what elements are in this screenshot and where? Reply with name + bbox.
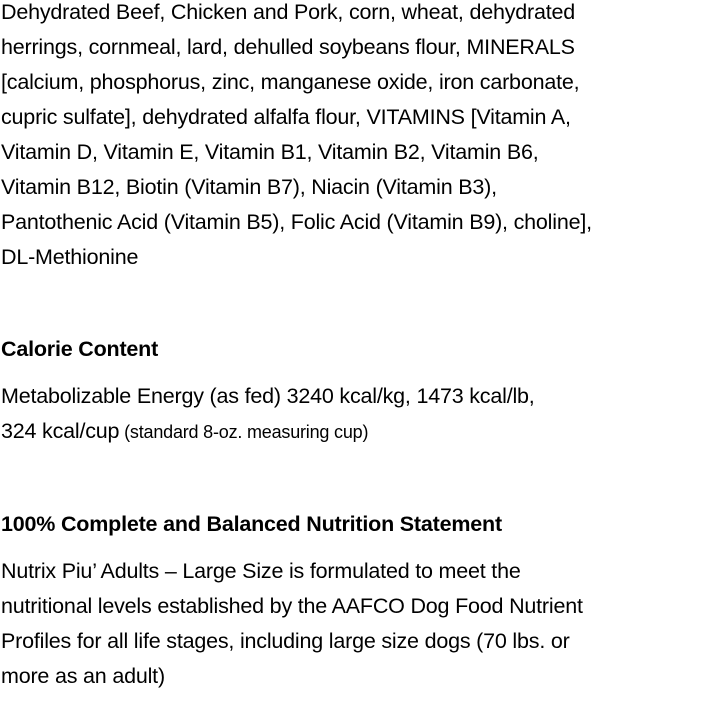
- statement-line: nutritional levels established by the AAFCO Dog Food Nutrient: [1, 594, 583, 618]
- nutrition-statement-paragraph: [1, 554, 717, 694]
- calorie-content-heading: Calorie Content: [1, 337, 159, 361]
- calorie-content-paragraph: [1, 379, 717, 450]
- ingredients-line: cupric sulfate], dehydrated alfalfa flour, VITAMINS [Vitamin A,: [1, 105, 571, 129]
- calorie-line-energy: Metabolizable Energy (as fed) 3240 kcal/kg, 1473 kcal/lb,: [1, 384, 535, 408]
- statement-line: more as an adult): [1, 664, 165, 688]
- calorie-cup-note: (standard 8-oz. measuring cup): [119, 422, 369, 442]
- ingredients-line: Vitamin B12, Biotin (Vitamin B7), Niacin (Vitamin B3),: [1, 175, 497, 199]
- ingredients-line: Dehydrated Beef, Chicken and Pork, corn, wheat, dehydrated: [1, 0, 576, 24]
- ingredients-line: Pantothenic Acid (Vitamin B5), Folic Acid (Vitamin B9), choline],: [1, 210, 592, 234]
- calorie-cup-value: 324 kcal/cup: [1, 419, 120, 443]
- document-page: [1, 0, 717, 694]
- ingredients-line: DL-Methionine: [1, 245, 139, 269]
- ingredients-line: [calcium, phosphorus, zinc, manganese oxide, iron carbonate,: [1, 70, 580, 94]
- calorie-line-cup: [1, 414, 717, 450]
- nutrition-statement-heading: 100% Complete and Balanced Nutrition Statement: [1, 512, 502, 536]
- statement-line: Profiles for all life stages, including large size dogs (70 lbs. or: [1, 629, 570, 653]
- ingredients-paragraph: [1, 0, 717, 275]
- ingredients-line: Vitamin D, Vitamin E, Vitamin B1, Vitamin B2, Vitamin B6,: [1, 140, 539, 164]
- statement-line: Nutrix Piu’ Adults – Large Size is formulated to meet the: [1, 559, 521, 583]
- ingredients-line: herrings, cornmeal, lard, dehulled soybeans flour, MINERALS: [1, 35, 575, 59]
